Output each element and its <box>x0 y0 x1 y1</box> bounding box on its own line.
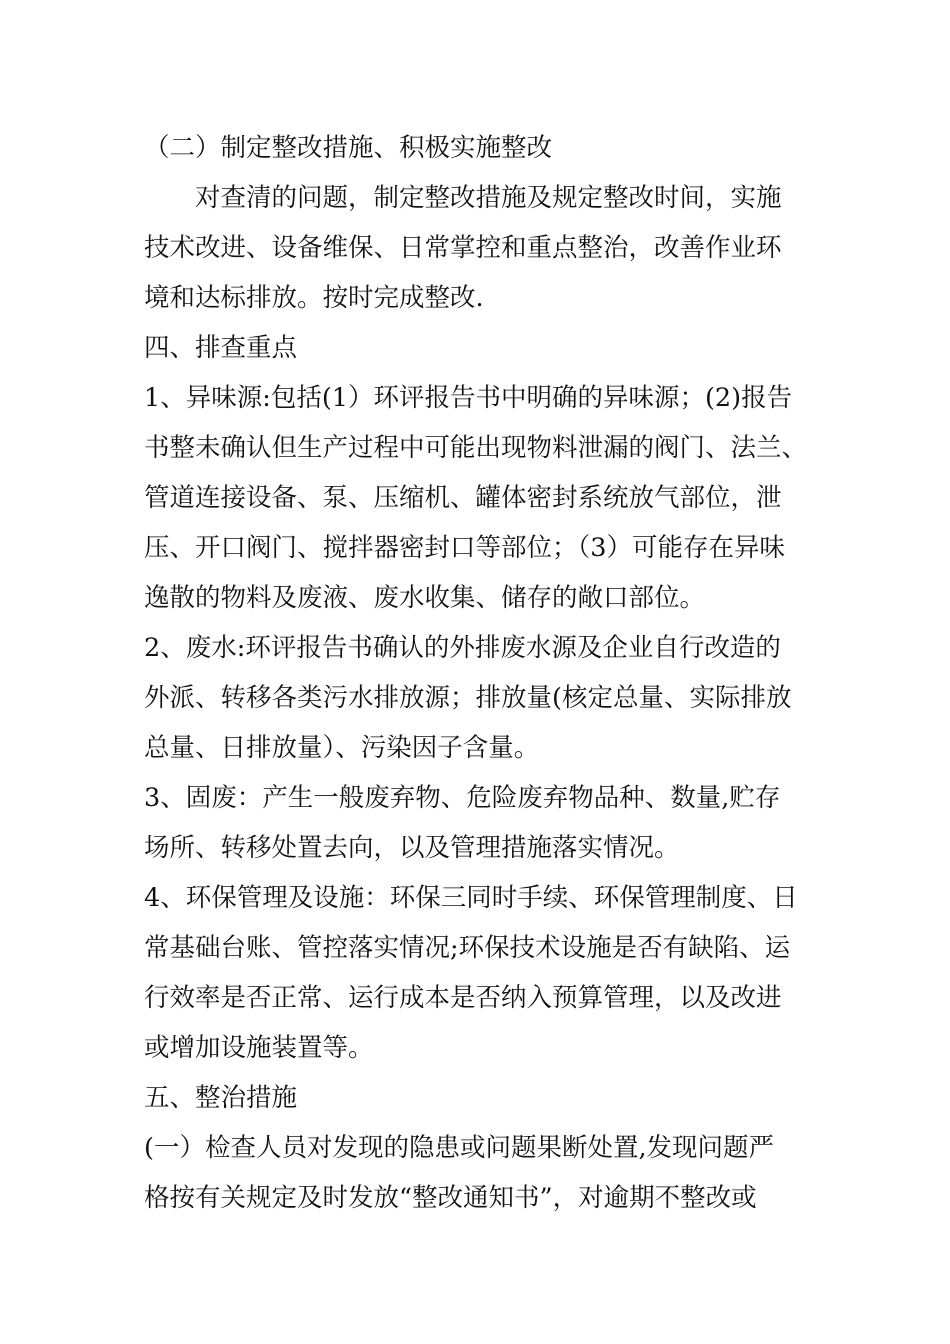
section-heading-5: 五、整治措施 <box>144 1083 298 1113</box>
list-item-4-line: 4、环保管理及设施：环保三同时手续、环保管理制度、日 <box>144 883 798 913</box>
list-item-1-line: 逸散的物料及废液、废水收集、储存的敞口部位。 <box>144 583 706 613</box>
list-item-1-line: 管道连接设备、泵、压缩机、罐体密封系统放气部位，泄 <box>144 483 782 513</box>
list-item-1-line: 1、异味源:包括(1）环评报告书中明确的异味源；(2)报告 <box>144 383 793 413</box>
section-sub-heading: （二）制定整改措施、积极实施整改 <box>144 133 553 163</box>
list-item-2-line: 总量、日排放量）、污染因子含量。 <box>144 733 540 763</box>
list-item-1-line: 压、开口阀门、搅拌器密封口等部位；（3）可能存在异味 <box>144 533 785 563</box>
section-heading-4: 四、排查重点 <box>144 333 298 363</box>
list-item-3-line: 3、固废：产生一般废弃物、危险废弃物品种、数量,贮存 <box>144 783 781 813</box>
measure-1-line: (一）检查人员对发现的隐患或问题果断处置,发现问题严 <box>144 1133 775 1163</box>
list-item-4-line: 常基础台账、管控落实情况;环保技术设施是否有缺陷、运 <box>144 933 791 963</box>
list-item-2-line: 外派、转移各类污水排放源；排放量(核定总量、实际排放 <box>144 683 792 713</box>
paragraph-line: 对查清的问题，制定整改措施及规定整改时间，实施 <box>195 183 782 213</box>
list-item-4-line: 行效率是否正常、运行成本是否纳入预算管理，以及改进 <box>144 983 782 1013</box>
paragraph-line: 境和达标排放。按时完成整改. <box>144 283 484 313</box>
measure-1-line: 格按有关规定及时发放“整改通知书”，对逾期不整改或 <box>144 1183 757 1213</box>
list-item-3-line: 场所、转移处置去向，以及管理措施落实情况。 <box>144 833 680 863</box>
list-item-4-line: 或增加设施装置等。 <box>144 1033 374 1063</box>
list-item-2-line: 2、废水:环评报告书确认的外排废水源及企业自行改造的 <box>144 633 781 663</box>
list-item-1-line: 书整未确认但生产过程中可能出现物料泄漏的阀门、法兰、 <box>144 433 808 463</box>
paragraph-line: 技术改进、设备维保、日常掌控和重点整治，改善作业环 <box>144 233 782 263</box>
